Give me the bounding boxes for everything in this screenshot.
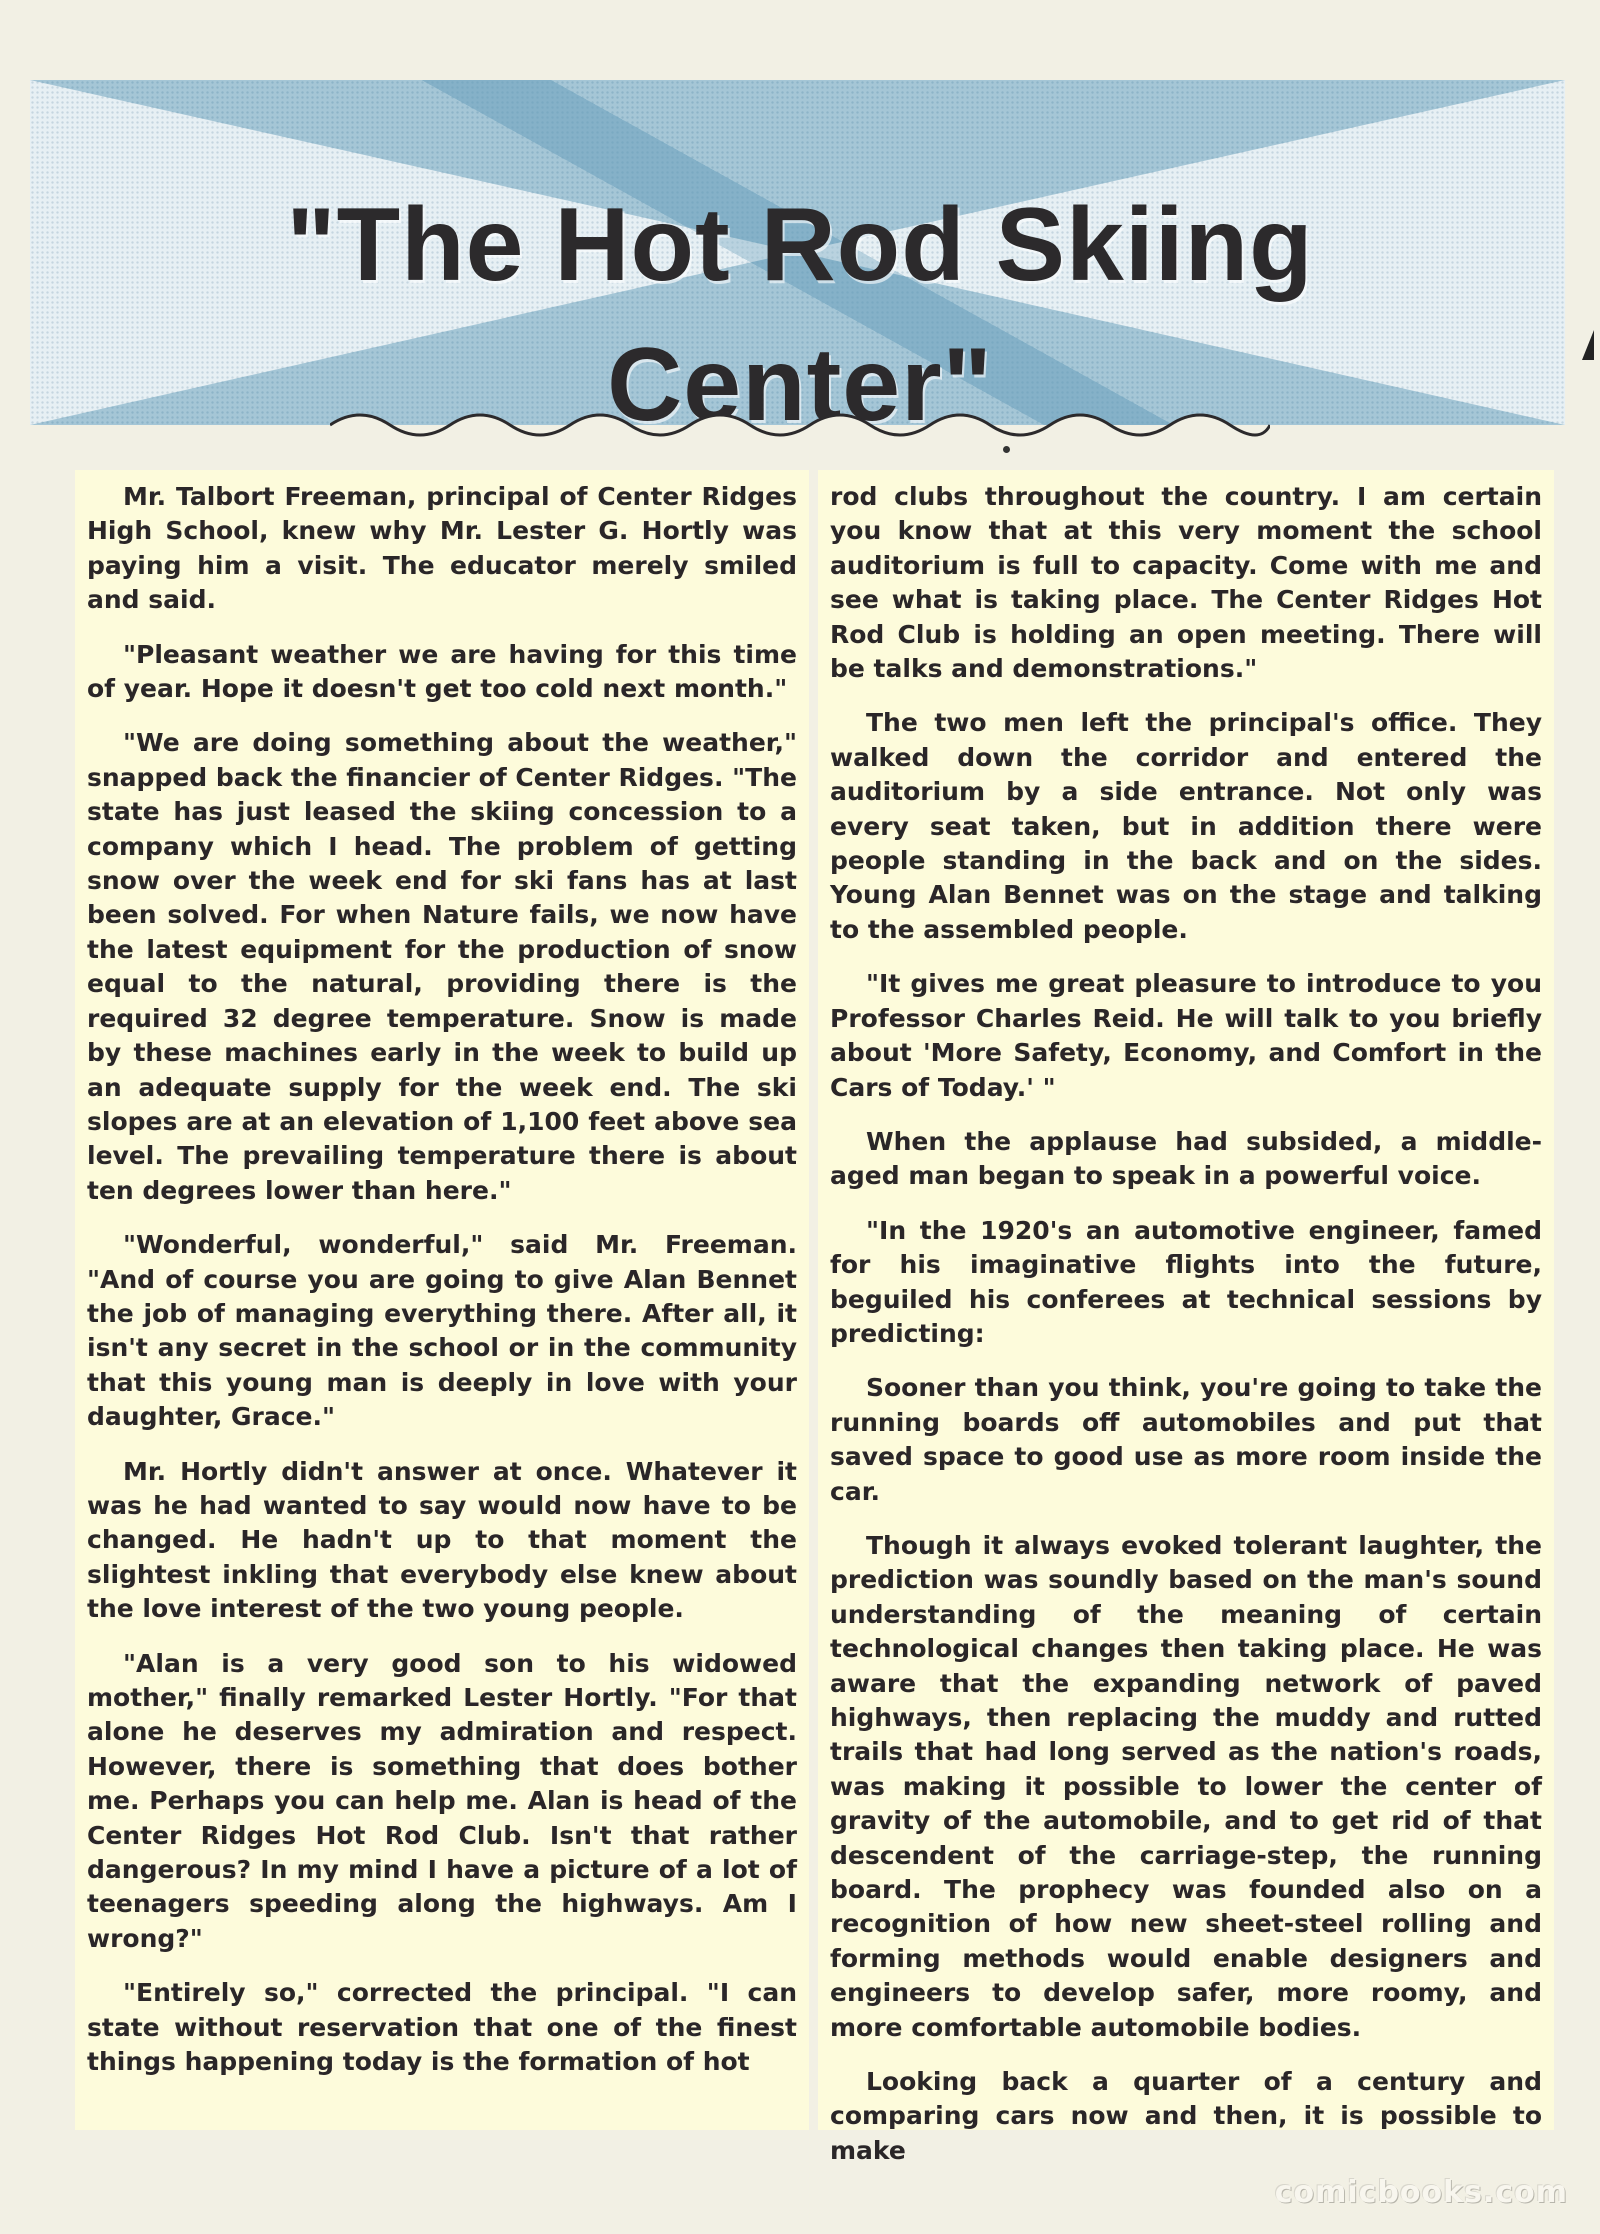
paragraph: "Wonderful, wonderful," said Mr. Freeman. "And of course you are going to give Alan Bennet the job of managing everything there. After all, it isn't any secret in the school or in the community that this young man is deeply in love with your daughter, Grace." [87,1230,797,1432]
paragraph: Sooner than you think, you're going to take the running boards off automobiles and put that saved space to good use as more room inside the car. [830,1373,1542,1506]
page-edge-mark [1580,330,1594,360]
paragraph: "Entirely so," corrected the principal. "I can state without reservation that one of the finest things happening today is the formation of hot [87,1978,797,2077]
ornament-dot [1003,446,1010,453]
paragraph: "In the 1920's an automotive engineer, famed for his imaginative flights into the future, beguiled his conferees at technical sessions by predicting: [830,1215,1542,1348]
paragraph: Though it always evoked tolerant laughter, the prediction was soundly based on the man's sound understanding of the meaning of certain technological changes then taking place. He was aware that the expanding network of paved highways, then replacing the muddy and rutted trails that had long served as the nation's roads, was making it possible to lower the center of gravity of the automobile, and to get rid of that descendent of the carriage-step, the running board. The prophecy was founded also on a recognition of how new sheet-steel rolling and forming methods would enable designers and engineers to develop safer, more roomy, and more comfortable automobile bodies. [830,1530,1542,2042]
paragraph: "We are doing something about the weather," snapped back the financier of Center Ridges. "The state has just leased the skiing concession to a company which I head. The problem of getting snow over the week end for ski fans has at last been solved. For when Nature fails, we now have the latest equipment for the production of snow equal to the natural, providing there is the required 32 degree temperature. Snow is made by these machines early in the week to build up an adequate supply for the week end. The ski slopes are at an elevation of 1,100 feet above sea level. The prevailing temperature there is about ten degrees lower than here." [87,728,797,1205]
right-column [818,470,1554,2165]
page-title: "The Hot Rod Skiing Center" [286,187,1314,443]
paragraph: "Pleasant weather we are having for this time of year. Hope it doesn't get too cold next month." [87,639,797,704]
paragraph: Looking back a quarter of a century and comparing cars now and then, it is possible to make [830,2067,1542,2165]
paragraph: Mr. Hortly didn't answer at once. Whatever it was he had wanted to say would now have to be changed. He hadn't up to that moment the slightest inkling that everybody else knew about the love interest of the two young people. [87,1456,797,1624]
paragraph: Mr. Talbort Freeman, principal of Center Ridges High School, knew why Mr. Lester G. Hortly was paying him a visit. The educator merely smiled and said. [87,482,797,615]
left-column [75,470,809,2130]
paragraph: "It gives me great pleasure to introduce to you Professor Charles Reid. He will talk to you briefly about 'More Safety, Economy, and Comfort in the Cars of Today.' " [830,969,1542,1102]
paragraph: When the applause had subsided, a middle-aged man began to speak in a powerful voice. [830,1126,1542,1191]
paragraph: rod clubs throughout the country. I am certain you know that at this very moment the school auditorium is full to capacity. Come with me and see what is taking place. The Center Ridges Hot Rod Club is holding an open meeting. There will be talks and demonstrations." [830,482,1542,684]
site-watermark: comicbooks.com [1274,2175,1568,2210]
paragraph: "Alan is a very good son to his widowed mother," finally remarked Lester Hortly. "For that alone he deserves my admiration and respect. However, there is something that does bother me. Perhaps you can help me. Alan is head of the Center Ridges Hot Rod Club. Isn't that rather dangerous? In my mind I have a picture of a lot of teenagers speeding along the highways. Am I wrong?" [87,1648,797,1953]
banner-scallop-edge [330,405,1270,445]
paragraph: The two men left the principal's office. They walked down the corridor and entered the auditorium by a side entrance. Not only was every seat taken, but in addition there were people standing in the back and on the sides. Young Alan Bennet was on the stage and talking to the assembled people. [830,708,1542,944]
